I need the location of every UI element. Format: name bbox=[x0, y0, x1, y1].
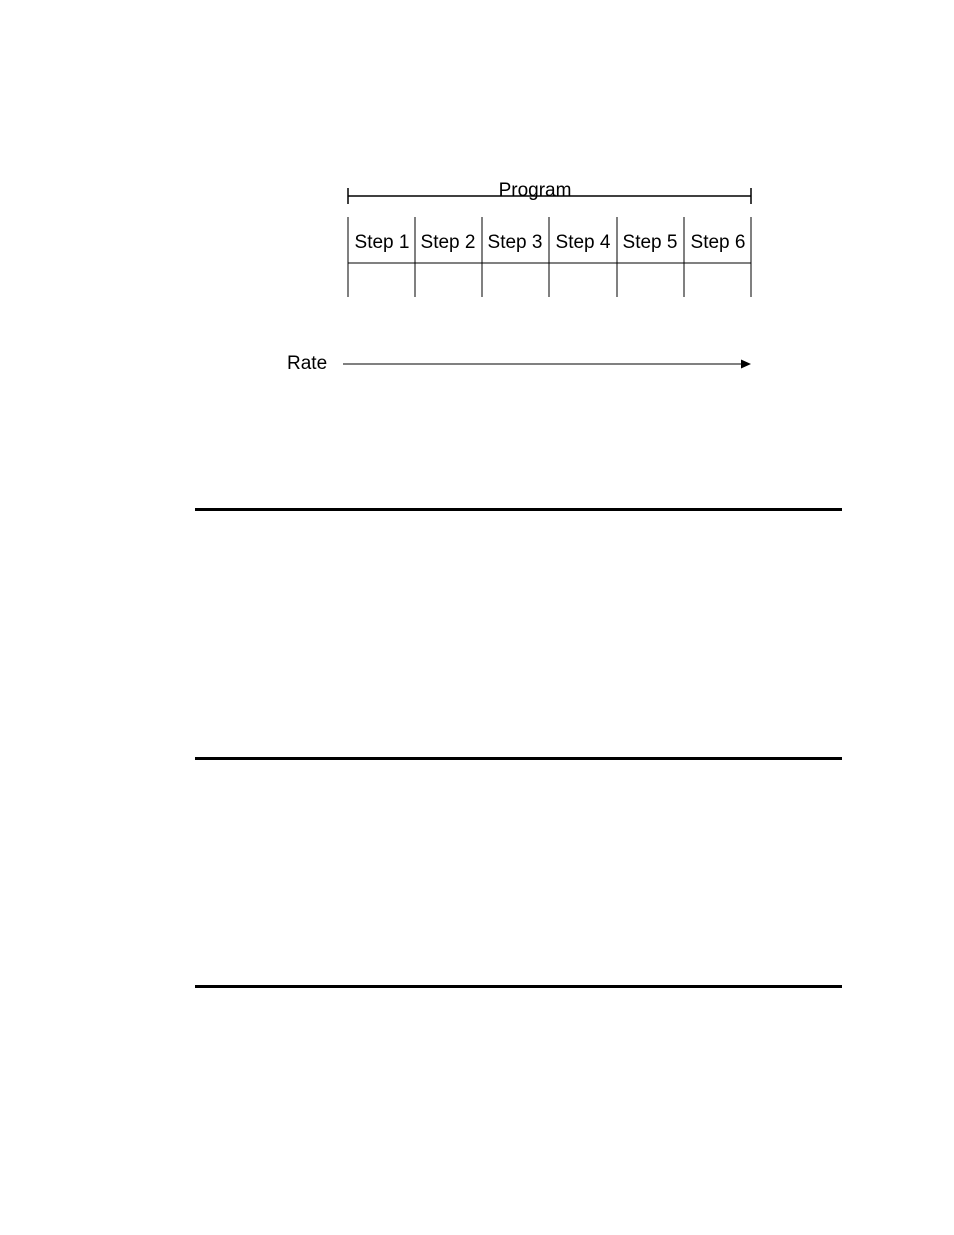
horizontal-rule-1 bbox=[195, 508, 842, 511]
step-table bbox=[348, 217, 751, 297]
rate-label: Rate bbox=[287, 353, 328, 374]
horizontal-rule-2 bbox=[195, 757, 842, 760]
step-label-2: Step 2 bbox=[420, 232, 476, 253]
rate-arrowhead bbox=[741, 360, 751, 369]
step-label-4: Step 4 bbox=[555, 232, 611, 253]
step-label-1: Step 1 bbox=[354, 232, 410, 253]
step-label-6: Step 6 bbox=[690, 232, 746, 253]
rate-arrow bbox=[343, 360, 751, 369]
step-label-5: Step 5 bbox=[622, 232, 678, 253]
program-label: Program bbox=[498, 180, 572, 201]
horizontal-rule-3 bbox=[195, 985, 842, 988]
step-label-3: Step 3 bbox=[487, 232, 543, 253]
